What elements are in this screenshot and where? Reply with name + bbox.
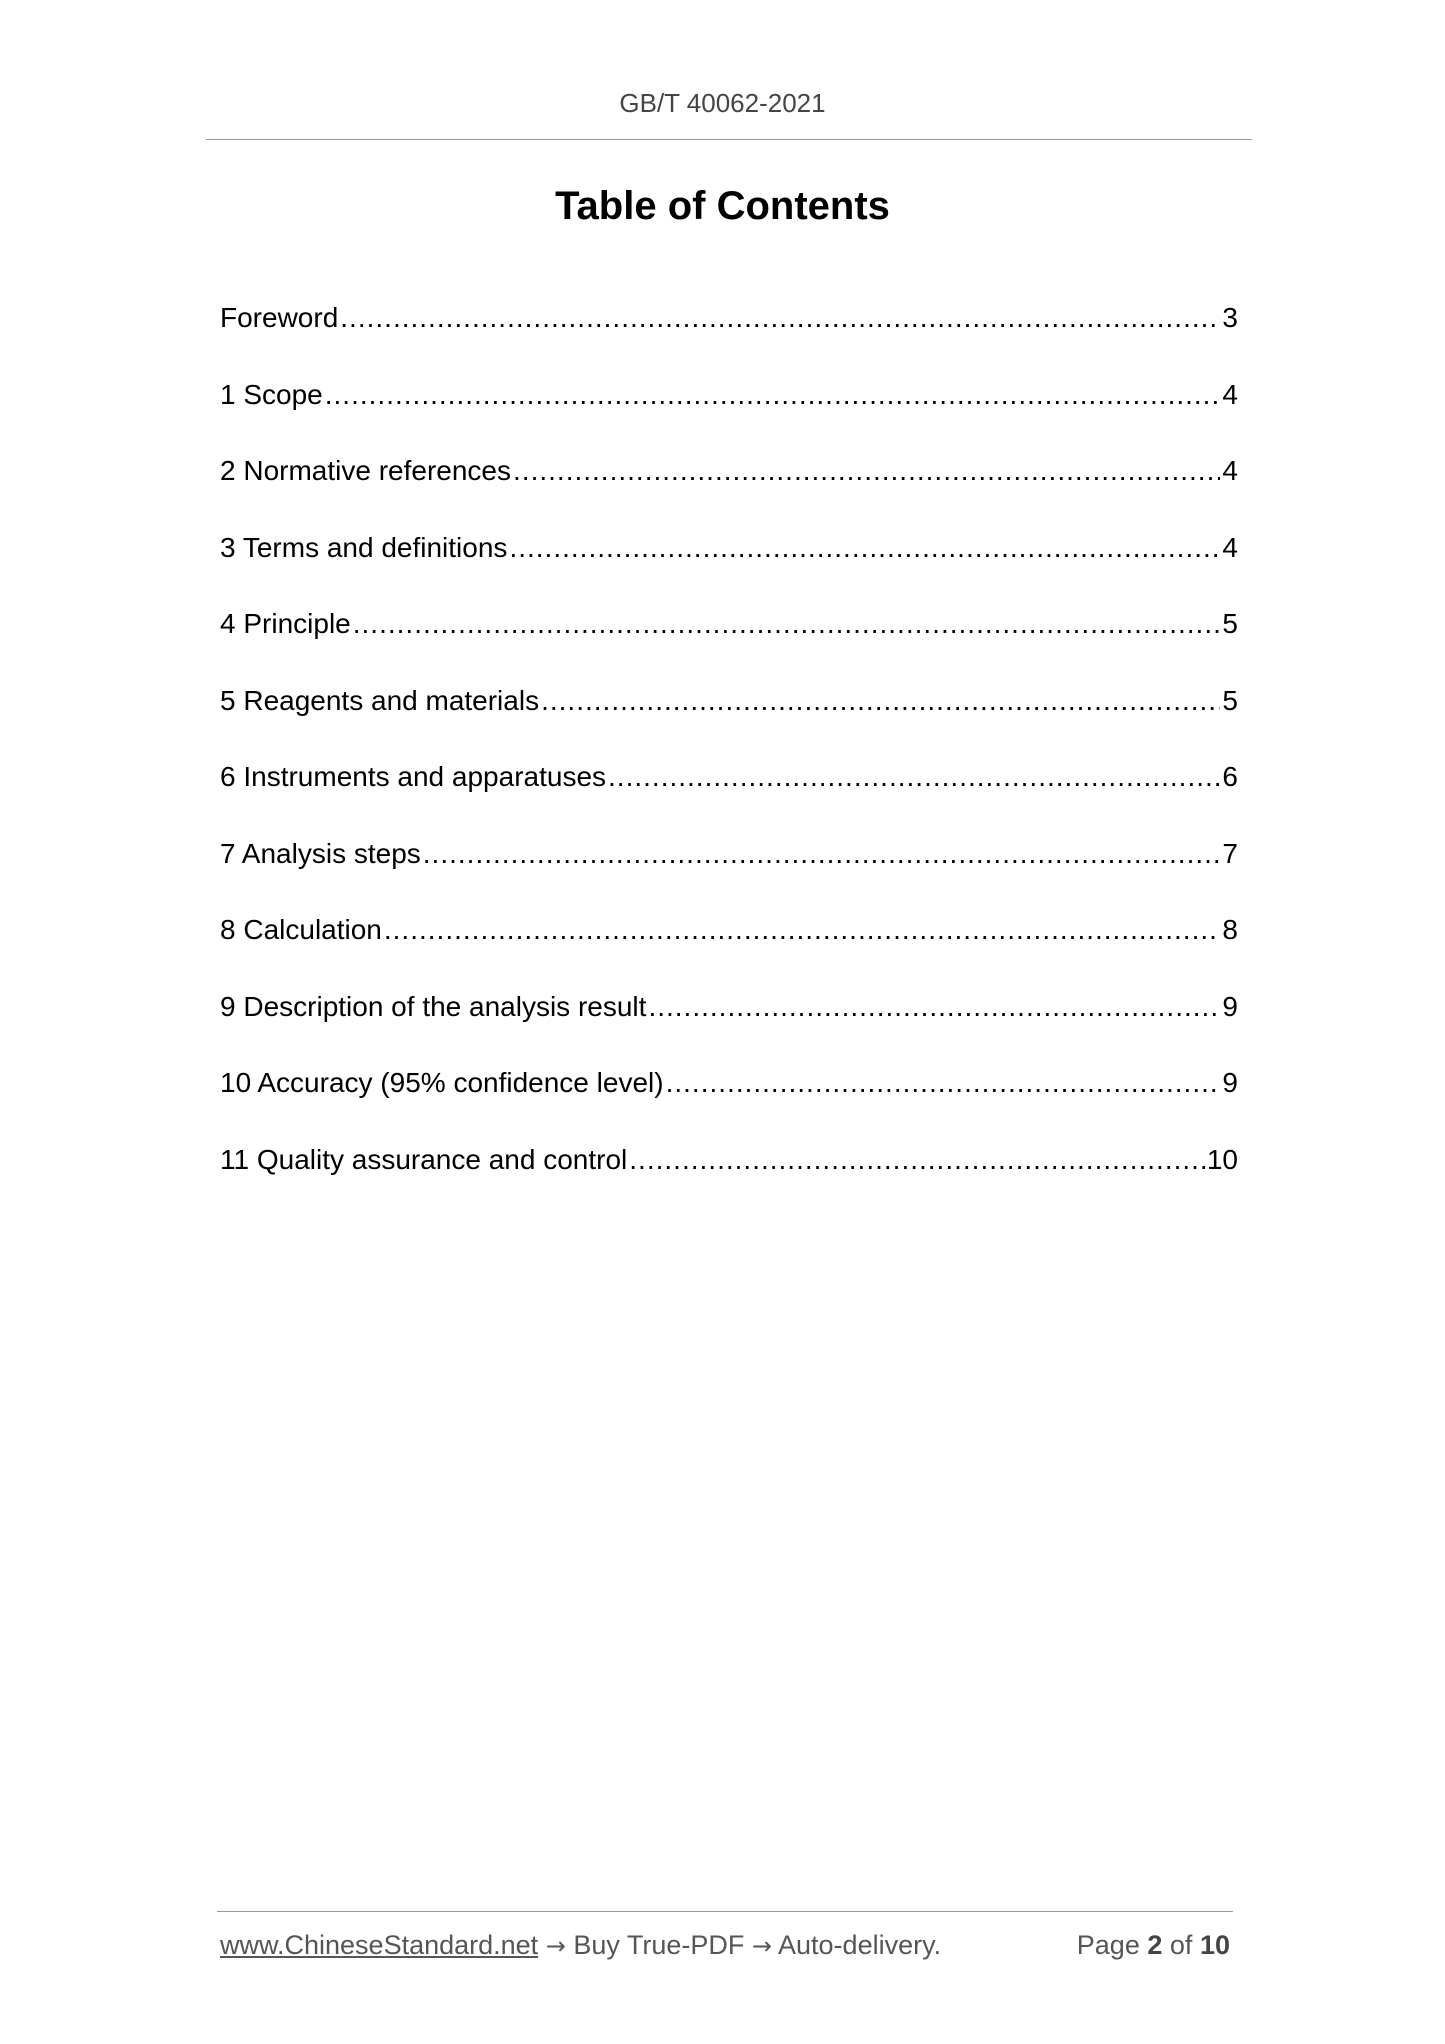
toc-dot-leader	[541, 685, 1220, 717]
toc-dot-leader	[648, 991, 1220, 1023]
toc-entry-instruments-apparatuses[interactable]	[220, 761, 1238, 838]
toc-entry-accuracy[interactable]	[220, 1067, 1238, 1144]
arrow-right-icon: →	[751, 1932, 772, 1960]
toc-entry-page: 10	[1206, 1143, 1238, 1175]
toc-dot-leader	[629, 1144, 1205, 1176]
toc-dot-leader	[513, 455, 1220, 487]
header-divider	[206, 139, 1252, 140]
website-link[interactable]: www.ChineseStandard.net	[220, 1930, 539, 1960]
document-code-header: GB/T 40062-2021	[619, 88, 826, 118]
toc-entry-page: 4	[1222, 531, 1238, 563]
toc-entry-label: 5 Reagents and materials	[220, 684, 540, 716]
footer-promo	[220, 1930, 941, 1961]
table-of-contents	[220, 302, 1238, 1220]
toc-entry-label: 2 Normative references	[220, 455, 512, 486]
buy-true-pdf-text: Buy True-PDF	[573, 1930, 745, 1960]
toc-entry-label: 7 Analysis steps	[220, 837, 421, 869]
toc-entry-page: 4	[1222, 455, 1238, 486]
of-word: of	[1169, 1930, 1193, 1960]
toc-entry-page: 6	[1222, 761, 1238, 792]
toc-dot-leader	[423, 838, 1221, 870]
current-page-number: 2	[1147, 1930, 1163, 1960]
toc-dot-leader	[353, 608, 1221, 640]
toc-dot-leader	[608, 761, 1220, 793]
page-number	[1077, 1930, 1230, 1961]
toc-entry-quality-assurance[interactable]	[220, 1144, 1238, 1221]
toc-entry-label: 10 Accuracy (95% confidence level)	[220, 1067, 664, 1098]
toc-entry-label: 3 Terms and definitions	[220, 531, 508, 563]
toc-entry-label: 8 Calculation	[220, 914, 382, 945]
toc-entry-scope[interactable]	[220, 379, 1238, 456]
toc-entry-label: 11 Quality assurance and control	[220, 1143, 628, 1175]
toc-dot-leader	[384, 914, 1221, 946]
auto-delivery-text: Auto-delivery.	[778, 1930, 942, 1960]
toc-entry-label: 6 Instruments and apparatuses	[220, 761, 607, 792]
toc-entry-page: 8	[1222, 914, 1238, 945]
toc-entry-page: 3	[1222, 302, 1238, 333]
toc-entry-page: 5	[1222, 684, 1238, 716]
footer-divider	[217, 1911, 1233, 1912]
toc-entry-calculation[interactable]	[220, 914, 1238, 991]
page-title: Table of Contents	[555, 184, 890, 228]
arrow-right-icon: →	[545, 1932, 566, 1960]
toc-entry-page: 9	[1222, 1067, 1238, 1098]
toc-dot-leader	[325, 379, 1221, 411]
toc-entry-principle[interactable]	[220, 608, 1238, 685]
total-page-number: 10	[1199, 1930, 1230, 1960]
toc-entry-label: 9 Description of the analysis result	[220, 990, 647, 1022]
toc-dot-leader	[666, 1067, 1221, 1099]
toc-entry-reagents-materials[interactable]	[220, 685, 1238, 762]
toc-entry-page: 5	[1222, 608, 1238, 639]
toc-entry-analysis-steps[interactable]	[220, 838, 1238, 915]
toc-entry-page: 7	[1222, 837, 1238, 869]
toc-entry-foreword[interactable]	[220, 302, 1238, 379]
toc-dot-leader	[340, 302, 1220, 334]
toc-entry-normative-references[interactable]	[220, 455, 1238, 532]
toc-entry-page: 9	[1222, 990, 1238, 1022]
toc-entry-terms-definitions[interactable]	[220, 532, 1238, 609]
toc-dot-leader	[509, 532, 1220, 564]
page-word: Page	[1076, 1930, 1140, 1960]
toc-entry-label: Foreword	[220, 302, 339, 333]
toc-entry-label: 4 Principle	[220, 608, 351, 639]
toc-entry-page: 4	[1222, 378, 1238, 410]
toc-entry-label: 1 Scope	[220, 378, 323, 410]
toc-entry-analysis-result[interactable]	[220, 991, 1238, 1068]
